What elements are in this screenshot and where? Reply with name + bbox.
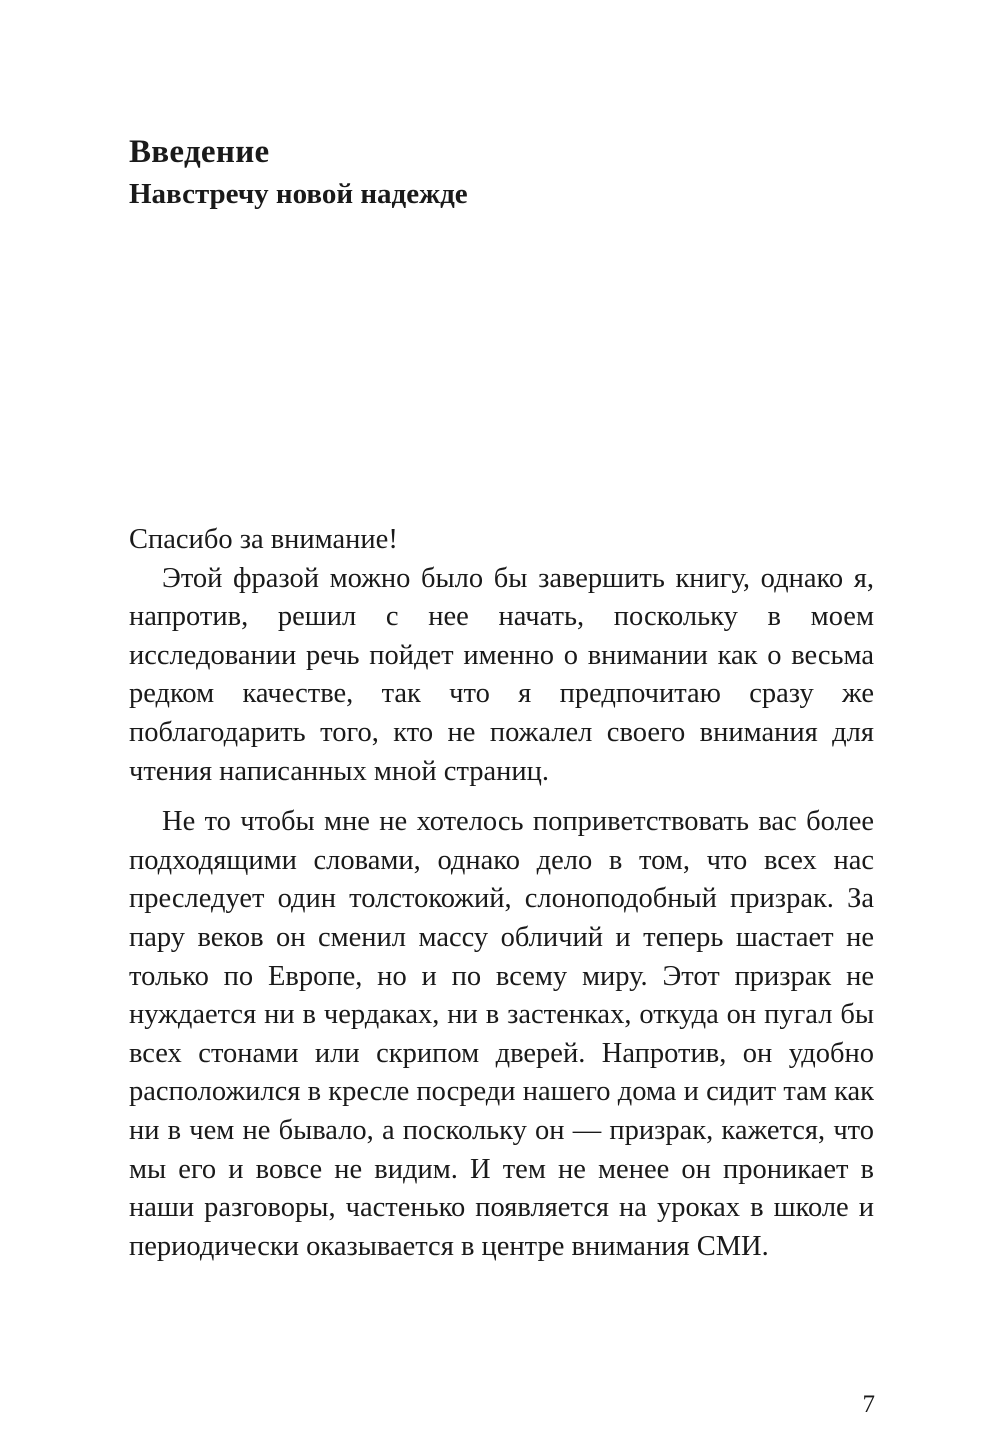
lead-line: Спасибо за внимание! [129, 524, 398, 555]
chapter-title: Введение [129, 134, 270, 170]
paragraph-2: Не то чтобы мне не хотелось поприветствовать вас более подходящими словами, однако дело в том, что всех нас преследует один толстокожий, слоноподобный призрак. За пару веков он сменил массу обличий и теперь шастает не только по Европе, но и по всему миру. Этот призрак не нуждается ни в чердаках, ни в застенках, откуда он пугал бы всех стонами или скрипом дверей. Напротив, он удобно расположился в кресле посреди нашего дома и сидит там как ни в чем не бывало, а поскольку он — призрак, кажется, что мы его и вовсе не видим. И тем не менее он проникает в наши разговоры, частенько появляется на уроках в школе и периодически оказывается в центре внимания СМИ. [129, 806, 874, 1262]
chapter-subtitle: Навстречу новой надежде [129, 178, 468, 210]
page-number: 7 [862, 1391, 875, 1418]
body-text [129, 521, 874, 1266]
paragraph-1: Этой фразой можно было бы завершить книгу, однако я, напротив, решил с нее начать, поскольку в моем исследовании речь пойдет именно о внимании как о весьма редком качестве, так что я предпочитаю сразу же поблагодарить того, кто не пожалел своего внимания для чтения написанных мной страниц. [129, 562, 874, 787]
